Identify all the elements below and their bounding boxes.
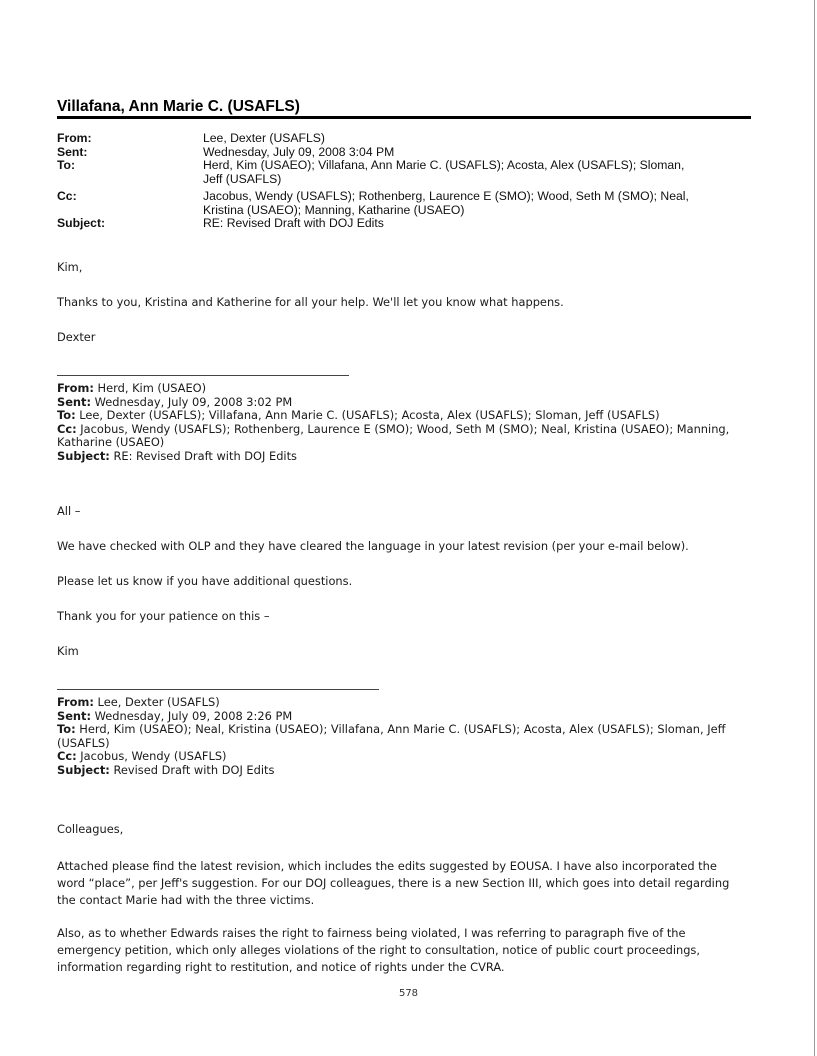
reply2-cc-label: Cc: — [57, 749, 77, 764]
reply1-header — [57, 382, 757, 464]
reply1-signoff: Kim — [57, 644, 79, 658]
header-cc-row — [57, 190, 757, 217]
cc-value-line2: Kristina (USAEO); Manning, Katharine (USAEO) — [203, 202, 465, 217]
scan-edge-line — [814, 0, 815, 1056]
reply1-cc-line1: Jacobus, Wendy (USAFLS); Rothenberg, Laurence E (SMO); Wood, Seth M (SMO); Neal, Kristina (USAEO); Manning, — [80, 421, 730, 436]
reply2-sent: Wednesday, July 09, 2008 2:26 PM — [94, 708, 293, 723]
reply1-sent: Wednesday, July 09, 2008 3:02 PM — [94, 394, 293, 409]
reply2-para2-line3: information regarding right to restitution, and notice of rights under the CVRA. — [57, 960, 505, 974]
message1-body: Thanks to you, Kristina and Katherine for all your help. We'll let you know what happens. — [57, 295, 564, 309]
to-value-line2: Jeff (USAFLS) — [203, 171, 282, 186]
cc-value-line1: Jacobus, Wendy (USAFLS); Rothenberg, Laurence E (SMO); Wood, Seth M (SMO); Neal, — [203, 189, 689, 203]
reply2-sent-label: Sent: — [57, 708, 92, 723]
reply2-cc: Jacobus, Wendy (USAFLS) — [80, 749, 227, 764]
subject-label: Subject: — [57, 216, 106, 230]
reply1-subject-label: Subject: — [57, 448, 110, 463]
reply2-greeting: Colleagues, — [57, 822, 124, 836]
reply1-cc-label: Cc: — [57, 421, 77, 436]
reply1-from-label: From: — [57, 381, 94, 395]
from-value: Lee, Dexter (USAFLS) — [203, 131, 325, 145]
reply1-to-label: To: — [57, 408, 76, 423]
reply1-subject: RE: Revised Draft with DOJ Edits — [113, 448, 297, 463]
sent-label: Sent: — [57, 144, 88, 159]
reply2-para1-line3: the contact Marie had with the three victims. — [57, 893, 315, 907]
reply1-para2: Please let us know if you have additional questions. — [57, 574, 353, 588]
reply2-divider — [57, 689, 379, 690]
reply2-from-label: From: — [57, 695, 94, 709]
owner-divider — [57, 116, 751, 119]
reply1-divider — [57, 375, 349, 376]
reply2-header — [57, 696, 757, 778]
subject-value: RE: Revised Draft with DOJ Edits — [203, 216, 384, 230]
reply1-from: Herd, Kim (USAEO) — [97, 381, 207, 395]
reply1-sent-label: Sent: — [57, 394, 92, 409]
reply1-cc-line2: Katharine (USAEO) — [57, 435, 165, 450]
from-label: From: — [57, 131, 92, 145]
reply1-greeting: All – — [57, 504, 81, 518]
message1-greeting: Kim, — [57, 260, 83, 274]
message1-signoff: Dexter — [57, 330, 96, 344]
reply2-subject: Revised Draft with DOJ Edits — [113, 762, 275, 777]
header-to-row — [57, 159, 757, 186]
reply1-to: Lee, Dexter (USAFLS); Villafana, Ann Marie C. (USAFLS); Acosta, Alex (USAFLS); Sloman, Jeff (USAFLS) — [79, 408, 660, 423]
cc-label: Cc: — [57, 189, 77, 203]
reply2-to-label: To: — [57, 722, 76, 737]
reply2-para1 — [57, 858, 757, 909]
reply2-to-line1: Herd, Kim (USAEO); Neal, Kristina (USAEO); Villafana, Ann Marie C. (USAFLS); Acosta, Alex (USAFLS); Sloman, Jeff — [79, 722, 726, 737]
page-number: 578 — [398, 988, 419, 999]
mailbox-owner: Villafana, Ann Marie C. (USAFLS) — [57, 98, 300, 115]
reply2-para2 — [57, 925, 757, 976]
reply2-subject-label: Subject: — [57, 762, 110, 777]
header-from-row — [57, 132, 757, 146]
reply2-para2-line1: Also, as to whether Edwards raises the right to fairness being violated, I was referring to paragraph five of the — [57, 926, 686, 940]
to-value-line1: Herd, Kim (USAEO); Villafana, Ann Marie C. (USAFLS); Acosta, Alex (USAFLS); Sloman, — [203, 158, 685, 172]
to-label: To: — [57, 158, 76, 172]
sent-value: Wednesday, July 09, 2008 3:04 PM — [203, 144, 395, 159]
header-subject-row — [57, 217, 757, 231]
reply2-from: Lee, Dexter (USAFLS) — [97, 695, 220, 709]
reply2-para1-line1: Attached please find the latest revision, which includes the edits suggested by EOUSA. I have also incorporated the — [57, 859, 717, 873]
reply1-para1: We have checked with OLP and they have cleared the language in your latest revision (per your e-mail below). — [57, 539, 689, 553]
reply1-para3: Thank you for your patience on this – — [57, 609, 270, 623]
reply2-para1-line2: word “place”, per Jeff's suggestion. For our DOJ colleagues, there is a new Section III, which goes into detail regarding — [57, 876, 730, 890]
reply2-to-line2: (USAFLS) — [57, 735, 110, 750]
email-header — [57, 132, 757, 231]
reply2-para2-line2: emergency petition, which only alleges violations of the right to consultation, notice of public court proceedings, — [57, 943, 700, 957]
header-sent-row — [57, 146, 757, 160]
